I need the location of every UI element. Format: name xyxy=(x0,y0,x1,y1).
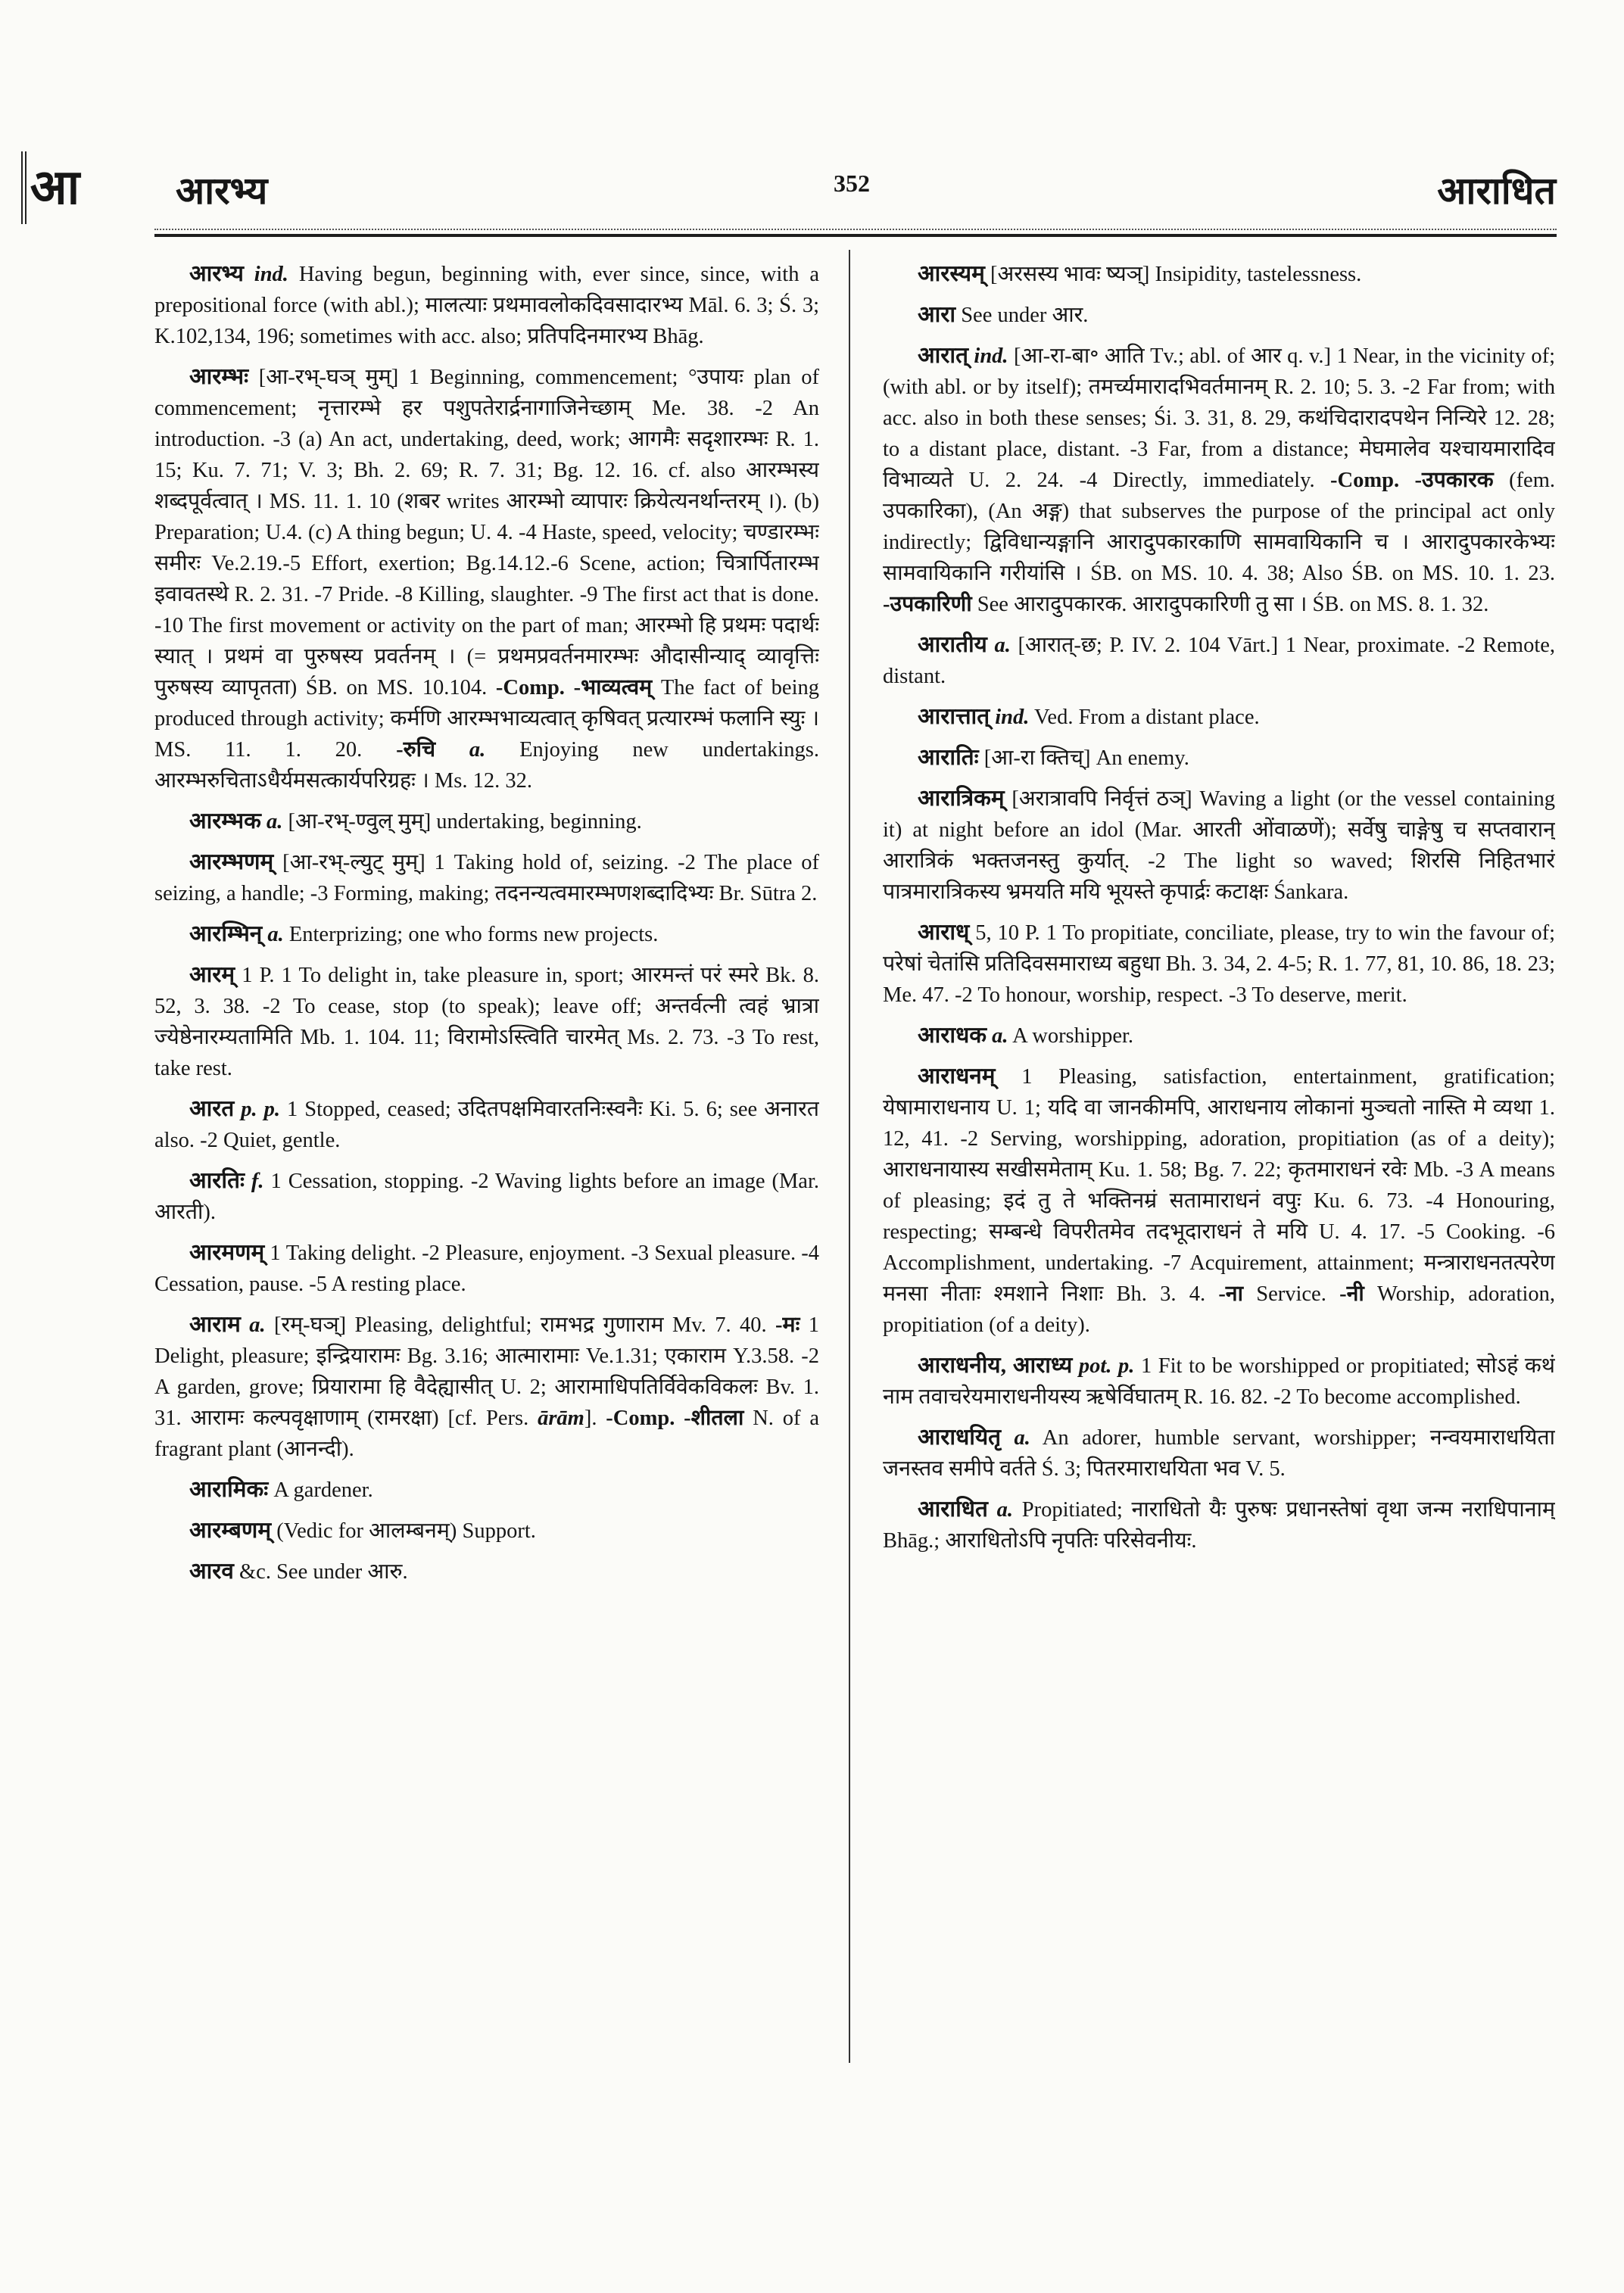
grammar-label: p. p. xyxy=(234,1098,281,1121)
subentry-head: -Comp. -भाव्यत्वम् xyxy=(495,676,653,699)
dictionary-entry xyxy=(883,1351,1555,1413)
grammar-label: ind. xyxy=(990,706,1030,729)
dictionary-entry xyxy=(154,1556,819,1587)
entry-text: [अरसस्य भावः ष्यञ्] Insipidity, tastelessness. xyxy=(984,263,1362,286)
subentry-head: -ना xyxy=(1218,1282,1244,1306)
headword: आराध् xyxy=(918,921,970,945)
headword: आरातीय xyxy=(918,633,987,657)
dictionary-entry xyxy=(154,1475,819,1506)
entry-text: &c. See under आरु. xyxy=(233,1560,408,1584)
grammar-label: f. xyxy=(244,1170,264,1193)
entry-text: Propitiated; नाराधितो यैः पुरुषः प्रधानस्तेषां वृथा जन्म नराधिपानाम् Bhāg.; आराधितोऽपि नृपतिः परिसेवनीयः. xyxy=(883,1498,1555,1553)
grammar-label: a. xyxy=(987,634,1011,657)
entry-text: 1 Fit to be worshipped or propitiated; सोऽहं कथं नाम तवाचरेयमाराधनीयस्य ऋषेर्विघातम् R. 16. 82. -2 To become accomplished. xyxy=(883,1354,1555,1409)
dictionary-entry xyxy=(154,960,819,1084)
entry-text: Enterprizing; one who forms new projects. xyxy=(283,923,659,946)
column-divider xyxy=(849,250,850,2063)
running-head-right: आराधित xyxy=(1437,170,1556,212)
grammar-label: ind. xyxy=(243,263,288,286)
headword: आरम्भणम् xyxy=(189,850,274,874)
dictionary-entry xyxy=(883,341,1555,620)
entry-text: (fem. उपकारिका), (An अङ्ग) that subserves the purpose of the principal act only indirectly; द्विविधान्यङ्गानि आरादुपकारकाणि सामवायिकानि च । आरादुपकारकेभ्यः सामवायिकानि गरीयांसि । ŚB. on MS. 10. 4. 38; Also ŚB. on MS. 10. 1. 23. xyxy=(883,469,1555,585)
dictionary-entry xyxy=(883,918,1555,1011)
grammar-label: ind. xyxy=(968,344,1008,368)
dictionary-entry xyxy=(154,919,819,950)
entry-text: Service. xyxy=(1243,1282,1340,1306)
dictionary-entry xyxy=(154,1094,819,1156)
headword: आरव xyxy=(189,1559,234,1584)
entry-text: [आ-रा-बा॰ आति Tv.; abl. of आर q. v.] 1 Near, in the vicinity of; (with abl. or by itself); तमर्च्यमारादभिवर्तमानम् R. 2. 10; 5. 3. -2 Far from; with acc. also in both these senses; Śi. 3. 31, 8. 29, कथंचिदारादपथेन निन्यिरे 12. 28; to a distant place, distant. -3 Far, from a distance; मेघमालेव यश्चायमारादिव विभाव्यते U. 2. 24. -4 Directly, immediately. xyxy=(883,344,1555,492)
dictionary-entry xyxy=(154,847,819,909)
entry-text: [अरात्रावपि निर्वृत्तं ठञ्] Waving a light (or the vessel containing it) at night before an idol (Mar. आरती ओंवाळणें); सर्वेषु चाङ्गेषु च सप्तवारान् आरात्रिकं भक्तजनस्तु कुर्यात्. -2 The light so waved; शिरसि निहितभारं पात्रमारात्रिकस्य भ्रमयति मयि भूयस्ते कृपार्द्रः कटाक्षः Śankara. xyxy=(883,787,1555,904)
entry-text: 1 Taking delight. -2 Pleasure, enjoyment. -3 Sexual pleasure. -4 Cessation, pause. -5 A resting place. xyxy=(154,1242,819,1296)
dictionary-entry xyxy=(154,1516,819,1547)
subentry-head: -मः xyxy=(775,1313,800,1337)
left-column xyxy=(154,259,819,2076)
entry-text: 1 Stopped, ceased; उदितपक्षमिवारतनिःस्वनैः Ki. 5. 6; see अनारत also. -2 Quiet, gentle. xyxy=(154,1098,819,1152)
headword: आरात्तात् xyxy=(918,705,990,729)
grammar-label: a. xyxy=(260,810,283,833)
entry-text: [आरात्-छ; P. IV. 2. 104 Vārt.] 1 Near, proximate. -2 Remote, distant. xyxy=(883,634,1555,688)
headword: आरा xyxy=(918,303,956,327)
entry-text: N. of a fragrant plant (आनन्दी). xyxy=(154,1407,819,1461)
dictionary-entry xyxy=(883,702,1555,733)
entry-text: Enjoying new undertakings. आरम्भरुचिताऽधैर्यमसत्कार्यपरिग्रहः । Ms. 12. 32. xyxy=(154,738,819,793)
right-column xyxy=(883,259,1555,2076)
headword: आरम्भक xyxy=(189,809,261,833)
dictionary-entry xyxy=(883,259,1555,290)
headword: आरमणम् xyxy=(189,1241,265,1265)
entry-text: [आ-रभ्-घञ् मुम्] 1 Beginning, commencement; °उपायः plan of commencement; नृत्तारम्भे हर पशुपतेरार्द्रनागाजिनेच्छाम् Me. 38. -2 An introduction. -3 (a) An act, undertaking, deed, work; आगमैः सदृशारम्भः R. 1. 15; Ku. 7. 71; V. 3; Bh. 2. 69; R. 7. 31; Bg. 12. 16. cf. also आरम्भस्य शब्दपूर्वत्वात् । MS. 11. 1. 10 (शबर writes आरम्भो व्यापारः क्रियेत्यनर्थान्तरम् ।). (b) Preparation; U.4. (c) A thing begun; U. 4. -4 Haste, speed, velocity; चण्डारम्भः समीरः Ve.2.19.-5 Effort, exertion; Bg.14.12.-6 Scene, action; चित्रार्पितारम्भ इवावतस्थे R. 2. 31. -7 Pride. -8 Killing, slaughter. -9 The first act that is done. -10 The first movement or activity on the part of man; आरम्भो हि प्रथमः पदार्थः स्यात् । प्रथमं वा पुरुषस्य प्रवर्तनम् । (= प्रथमप्रवर्तनमारम्भः औदासीन्याद् व्यावृत्तिः पुरुषस्य व्यापृतता) ŚB. on MS. 10.104. xyxy=(154,366,819,699)
dictionary-entry xyxy=(883,1061,1555,1341)
headword: आरभ्य xyxy=(189,262,244,286)
headword: आरातिः xyxy=(918,746,979,770)
entry-text: 1 Cessation, stopping. -2 Waving lights before an image (Mar. आरती). xyxy=(154,1170,819,1224)
headword: आरत xyxy=(189,1097,235,1121)
dictionary-entry xyxy=(883,743,1555,774)
grammar-label: a. xyxy=(987,1024,1008,1048)
dictionary-entry xyxy=(154,259,819,352)
subentry-head: -रुचि xyxy=(396,738,436,762)
dictionary-entry xyxy=(883,300,1555,331)
grammar-label: pot. p. xyxy=(1072,1354,1135,1378)
entry-text: [आ-रा क्तिच्] An enemy. xyxy=(978,746,1189,770)
entry-text: An adorer, humble servant, worshipper; नन्वयमाराधयिता जनस्तव समीपे वर्तते Ś. 3; पितरमाराधयिता भव V. 5. xyxy=(883,1426,1555,1481)
headword: आरतिः xyxy=(189,1169,245,1193)
dictionary-entry xyxy=(154,362,819,796)
entry-text: A gardener. xyxy=(268,1478,373,1502)
entry-text: Worship, adoration, propitiation (of a deity). xyxy=(883,1282,1555,1337)
entry-text: See under आर. xyxy=(955,304,1089,327)
grammar-label: a. xyxy=(240,1313,266,1337)
headword: आरम्बणम् xyxy=(189,1519,272,1543)
headword: आराम xyxy=(189,1313,241,1337)
headword: आराधित xyxy=(918,1497,988,1522)
grammar-label: a. xyxy=(1001,1426,1030,1450)
dictionary-entry xyxy=(883,630,1555,692)
entry-text: [आ-रभ्-ल्युट् मुम्] 1 Taking hold of, seizing. -2 The place of seizing, a handle; -3 Forming, making; तदनन्यत्वमारम्भणशब्दादिभ्यः Br. Sūtra 2. xyxy=(154,851,819,905)
dictionary-entry xyxy=(154,1166,819,1228)
headword: आराधनम् xyxy=(918,1064,996,1089)
entry-text: 1 Pleasing, satisfaction, entertainment, gratification; येषामाराधनाय U. 1; यदि वा जानकीमपि, आराधनाय लोकानां मुञ्चतो नास्ति मे व्यथा 1. 12, 41. -2 Serving, worshipping, adoration, propitiation (as of a deity); आराधनायास्य सखीसमेताम् Ku. 1. 58; Bg. 7. 22; कृतमाराधनं रवेः Mb. -3 A means of pleasing; इदं तु ते भक्तिनम्रं सतामाराधनं वपुः Ku. 6. 73. -4 Honouring, respecting; सम्बन्धे विपरीतमेव तदभूदाराधनं ते मयि U. 4. 17. -5 Cooking. -6 Accomplishment, undertaking. -7 Acquirement, attainment; मन्त्राराधनतत्परेण मनसा नीताः श्मशाने निशाः Bh. 3. 4. xyxy=(883,1065,1555,1306)
headword: आरम्भः xyxy=(189,365,249,389)
headword: आरम्भिन् xyxy=(189,922,263,946)
subentry-head: -Comp. -उपकारक xyxy=(1330,469,1494,492)
entry-text: [रम्-घञ्] Pleasing, delightful; रामभद्र गुणाराम Mv. 7. 40. xyxy=(265,1313,776,1337)
entry-text: 1 P. 1 To delight in, take pleasure in, sport; आरमन्तं परं स्मरे Bk. 8. 52, 3. 38. -2 To cease, stop (to speak); leave off; अन्तर्वत्नी त्वहं भ्रात्रा ज्येष्ठेनारम्यतामिति Mb. 1. 104. 11; विरामोऽस्त्विति चारमेत् Ms. 2. 73. -3 To rest, take rest. xyxy=(154,964,819,1080)
headword: आरम् xyxy=(189,963,235,987)
dictionary-entry xyxy=(883,1020,1555,1051)
entry-text: Ved. From a distant place. xyxy=(1029,706,1260,729)
subentry-head: -नी xyxy=(1339,1282,1364,1306)
dictionary-entry xyxy=(154,1238,819,1300)
entry-text: Having begun, beginning with, ever since, since, with a prepositional force (with abl.); मालत्याः प्रथमावलोकदिवसादारभ्य Māl. 6. 3; Ś. 3; K.102,134, 196; sometimes with acc. also; प्रतिपदिनमारभ्य Bhāg. xyxy=(154,263,819,348)
headword: आराधक xyxy=(918,1023,987,1048)
subentry-head: -उपकारिणी xyxy=(883,593,972,616)
grammar-label: a. xyxy=(262,923,284,946)
thumb-index-letter: आ xyxy=(21,151,83,224)
entry-text: (Vedic for आलम्बनम्) Support. xyxy=(271,1519,536,1543)
entry-text: [आ-रभ्-ण्वुल् मुम्] undertaking, beginning. xyxy=(282,810,642,833)
dictionary-entry xyxy=(883,1422,1555,1485)
headword: आरस्यम् xyxy=(918,262,985,286)
headword: आरामिकः xyxy=(189,1478,269,1502)
grammar-label: ārām xyxy=(538,1407,584,1430)
page-number: 352 xyxy=(834,170,870,197)
grammar-label: a. xyxy=(987,1498,1013,1522)
headword: आराधयितृ xyxy=(918,1425,1002,1450)
entry-text: 1 Delight, pleasure; इन्द्रियारामः Bg. 3.16; आत्मारामाः Ve.1.31; एकाराम Y.3.58. -2 A garden, grove; प्रियारामा हि वैदेह्यासीत् U. 2; आरामाधिपतिर्विवेकविकलः Bv. 1. 31. आरामः कल्पवृक्षाणाम् (रामरक्षा) [cf. Pers. xyxy=(154,1313,819,1430)
dictionary-entry xyxy=(154,1310,819,1465)
headword: आराधनीय, आराध्य xyxy=(918,1354,1073,1378)
grammar-label: a. xyxy=(435,738,486,762)
entry-text: ]. xyxy=(584,1407,606,1430)
dictionary-entry xyxy=(883,1494,1555,1556)
running-head-left: आरभ्य xyxy=(176,170,268,212)
entry-text: A worshipper. xyxy=(1008,1024,1134,1048)
dictionary-entry xyxy=(154,806,819,837)
headword: आरात्रिकम् xyxy=(918,787,1005,811)
subentry-head: -Comp. -शीतला xyxy=(606,1407,744,1430)
dictionary-entry xyxy=(883,784,1555,908)
entry-text: The fact of being produced through activity; कर्मणि आरम्भभाव्यत्वात् कृषिवत् प्रत्यारम्भं फलानि स्युः । MS. 11. 1. 20. xyxy=(154,676,819,762)
entry-text: 5, 10 P. 1 To propitiate, conciliate, please, try to win the favour of; परेषां चेतांसि प्रतिदिवसमाराध्य बहुधा Bh. 3. 34, 2. 4-5; R. 1. 77, 81, 10. 86, 18. 23; Me. 47. -2 To honour, worship, respect. -3 To deserve, merit. xyxy=(883,921,1555,1007)
headword: आरात् xyxy=(918,344,968,368)
header-rule xyxy=(154,229,1557,237)
entry-text: See आरादुपकारक. आरादुपकारिणी तु सा । ŚB. on MS. 8. 1. 32. xyxy=(971,593,1489,616)
